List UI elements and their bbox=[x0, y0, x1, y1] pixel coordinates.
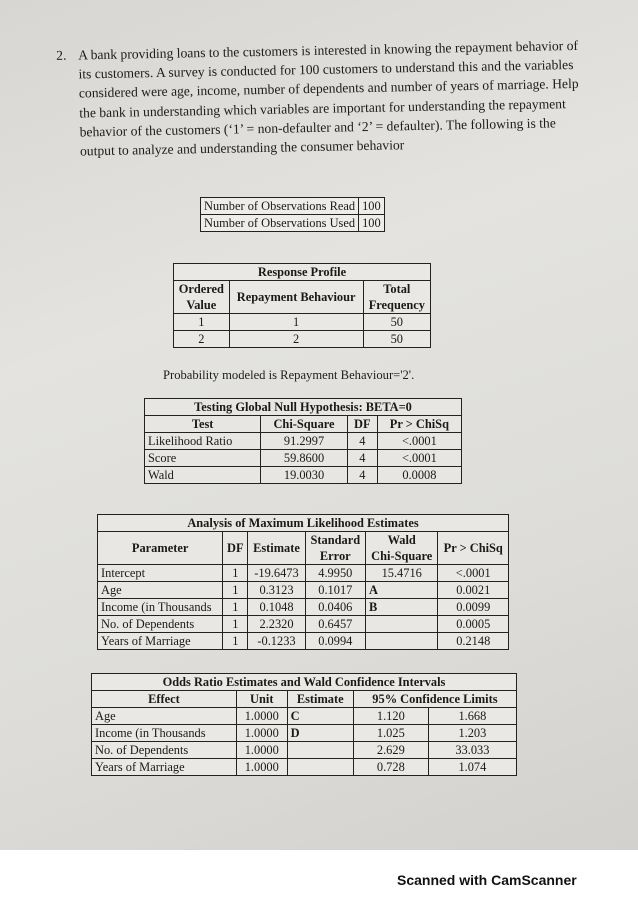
table-row bbox=[92, 725, 517, 742]
col-header: Test bbox=[145, 416, 261, 433]
cell: 1 bbox=[174, 314, 230, 331]
cell: 4.9950 bbox=[305, 565, 365, 582]
cell: 1 bbox=[223, 616, 248, 633]
question-block bbox=[52, 36, 584, 161]
table-row bbox=[92, 708, 517, 725]
cell: 1.0000 bbox=[236, 742, 287, 759]
cell: 1.0000 bbox=[236, 725, 287, 742]
col-header bbox=[363, 281, 430, 314]
cell: 19.0030 bbox=[261, 467, 348, 484]
cell: 0.2148 bbox=[438, 633, 509, 650]
probability-note: Probability modeled is Repayment Behaviour='2'. bbox=[163, 368, 415, 382]
col-header: Estimate bbox=[287, 691, 353, 708]
cell: 1 bbox=[223, 582, 248, 599]
col-header-line: Wald bbox=[387, 533, 416, 547]
col-header-line: Ordered bbox=[178, 282, 224, 296]
cell: 1 bbox=[223, 565, 248, 582]
observations-table bbox=[200, 197, 385, 232]
col-header bbox=[365, 532, 438, 565]
cell: -0.1233 bbox=[248, 633, 305, 650]
table-row bbox=[201, 215, 385, 232]
col-header-line: Chi-Square bbox=[371, 549, 433, 563]
table-row bbox=[92, 742, 517, 759]
cell: Likelihood Ratio bbox=[145, 433, 261, 450]
cell: Income (in Thousands bbox=[98, 599, 223, 616]
col-header-line: Standard bbox=[310, 533, 361, 547]
col-header-line: Frequency bbox=[368, 298, 425, 312]
cell: 0.0994 bbox=[305, 633, 365, 650]
table-title: Odds Ratio Estimates and Wald Confidence Intervals bbox=[92, 674, 517, 691]
col-header-line: Value bbox=[186, 298, 217, 312]
table-row bbox=[98, 633, 509, 650]
question-text: A bank providing loans to the customers is interested in knowing the repayment behavior of its customers. A survey is conducted for 100 customers to understand this and the variables considered were age, income, number of dependents and number of years of marriage. Help the bank in understanding which variables are important for understanding the repayment behavior of the customers (‘1’ = non-defaulter and ‘2’ = defaulter). The following is the output to analyze and understanding the consumer behavior bbox=[78, 37, 579, 159]
cell: 1 bbox=[223, 599, 248, 616]
cell: Wald bbox=[145, 467, 261, 484]
table-title: Response Profile bbox=[174, 264, 431, 281]
cell-blank-b: B bbox=[365, 599, 438, 616]
obs-used-value: 100 bbox=[359, 215, 385, 232]
cell: 33.033 bbox=[428, 742, 516, 759]
cell: 1 bbox=[229, 314, 363, 331]
cell: 0.6457 bbox=[305, 616, 365, 633]
cell-blank-a: A bbox=[365, 582, 438, 599]
table-title: Analysis of Maximum Likelihood Estimates bbox=[98, 515, 509, 532]
global-null-test-table bbox=[144, 398, 462, 484]
cell: <.0001 bbox=[377, 450, 461, 467]
cell: 2 bbox=[229, 331, 363, 348]
table-row bbox=[98, 565, 509, 582]
cell: 59.8600 bbox=[261, 450, 348, 467]
cell: 0.0021 bbox=[438, 582, 509, 599]
table-row bbox=[98, 599, 509, 616]
cell: 0.0406 bbox=[305, 599, 365, 616]
cell: 0.0099 bbox=[438, 599, 509, 616]
obs-read-label: Number of Observations Read bbox=[201, 198, 359, 215]
cell: 1 bbox=[223, 633, 248, 650]
col-header: Effect bbox=[92, 691, 237, 708]
cell: 4 bbox=[347, 467, 377, 484]
cell: Intercept bbox=[98, 565, 223, 582]
cell: 1.074 bbox=[428, 759, 516, 776]
obs-used-label: Number of Observations Used bbox=[201, 215, 359, 232]
cell-blank-c: C bbox=[287, 708, 353, 725]
col-header: Estimate bbox=[248, 532, 305, 565]
cell: 4 bbox=[347, 433, 377, 450]
cell: 2 bbox=[174, 331, 230, 348]
cell: 1.668 bbox=[428, 708, 516, 725]
cell: <.0001 bbox=[438, 565, 509, 582]
cell: 50 bbox=[363, 331, 430, 348]
cell: 91.2997 bbox=[261, 433, 348, 450]
cell: 0.0008 bbox=[377, 467, 461, 484]
col-header: DF bbox=[223, 532, 248, 565]
cell: 4 bbox=[347, 450, 377, 467]
cell: 15.4716 bbox=[365, 565, 438, 582]
table-row bbox=[145, 433, 462, 450]
odds-ratio-table bbox=[91, 673, 517, 776]
table-row bbox=[98, 616, 509, 633]
col-header: Parameter bbox=[98, 532, 223, 565]
col-header: Unit bbox=[236, 691, 287, 708]
col-header-line: Error bbox=[319, 549, 351, 563]
table-row bbox=[201, 198, 385, 215]
table-row bbox=[174, 314, 431, 331]
question-number: 2. bbox=[56, 47, 67, 63]
response-profile-table bbox=[173, 263, 431, 348]
cell: Score bbox=[145, 450, 261, 467]
cell: 50 bbox=[363, 314, 430, 331]
cell-blank-d: D bbox=[287, 725, 353, 742]
mle-table bbox=[97, 514, 509, 650]
cell: Years of Marriage bbox=[98, 633, 223, 650]
table-row bbox=[92, 759, 517, 776]
cell: Age bbox=[98, 582, 223, 599]
cell: No. of Dependents bbox=[98, 616, 223, 633]
col-header: Pr > ChiSq bbox=[377, 416, 461, 433]
cell: Years of Marriage bbox=[92, 759, 237, 776]
cell: <.0001 bbox=[377, 433, 461, 450]
col-header bbox=[174, 281, 230, 314]
obs-read-value: 100 bbox=[359, 198, 385, 215]
col-header: Pr > ChiSq bbox=[438, 532, 509, 565]
redacted-cell bbox=[365, 616, 438, 633]
scanner-watermark: Scanned with CamScanner bbox=[397, 872, 577, 888]
redacted-cell bbox=[287, 759, 353, 776]
col-header bbox=[305, 532, 365, 565]
col-header: 95% Confidence Limits bbox=[353, 691, 516, 708]
cell: 2.2320 bbox=[248, 616, 305, 633]
cell: Income (in Thousands bbox=[92, 725, 237, 742]
cell: 1.0000 bbox=[236, 759, 287, 776]
cell: 2.629 bbox=[353, 742, 428, 759]
table-row bbox=[145, 450, 462, 467]
redacted-cell bbox=[287, 742, 353, 759]
cell: 0.3123 bbox=[248, 582, 305, 599]
redacted-cell bbox=[365, 633, 438, 650]
col-header-line: Total bbox=[383, 282, 411, 296]
cell: 0.1048 bbox=[248, 599, 305, 616]
cell: 0.1017 bbox=[305, 582, 365, 599]
col-header: Repayment Behaviour bbox=[229, 281, 363, 314]
table-row bbox=[145, 467, 462, 484]
cell: 0.728 bbox=[353, 759, 428, 776]
cell: 1.203 bbox=[428, 725, 516, 742]
cell: -19.6473 bbox=[248, 565, 305, 582]
table-row bbox=[98, 582, 509, 599]
col-header: DF bbox=[347, 416, 377, 433]
cell: 1.0000 bbox=[236, 708, 287, 725]
table-title: Testing Global Null Hypothesis: BETA=0 bbox=[145, 399, 462, 416]
cell: 1.120 bbox=[353, 708, 428, 725]
cell: No. of Dependents bbox=[92, 742, 237, 759]
cell: Age bbox=[92, 708, 237, 725]
table-row bbox=[174, 331, 431, 348]
cell: 0.0005 bbox=[438, 616, 509, 633]
col-header: Chi-Square bbox=[261, 416, 348, 433]
cell: 1.025 bbox=[353, 725, 428, 742]
